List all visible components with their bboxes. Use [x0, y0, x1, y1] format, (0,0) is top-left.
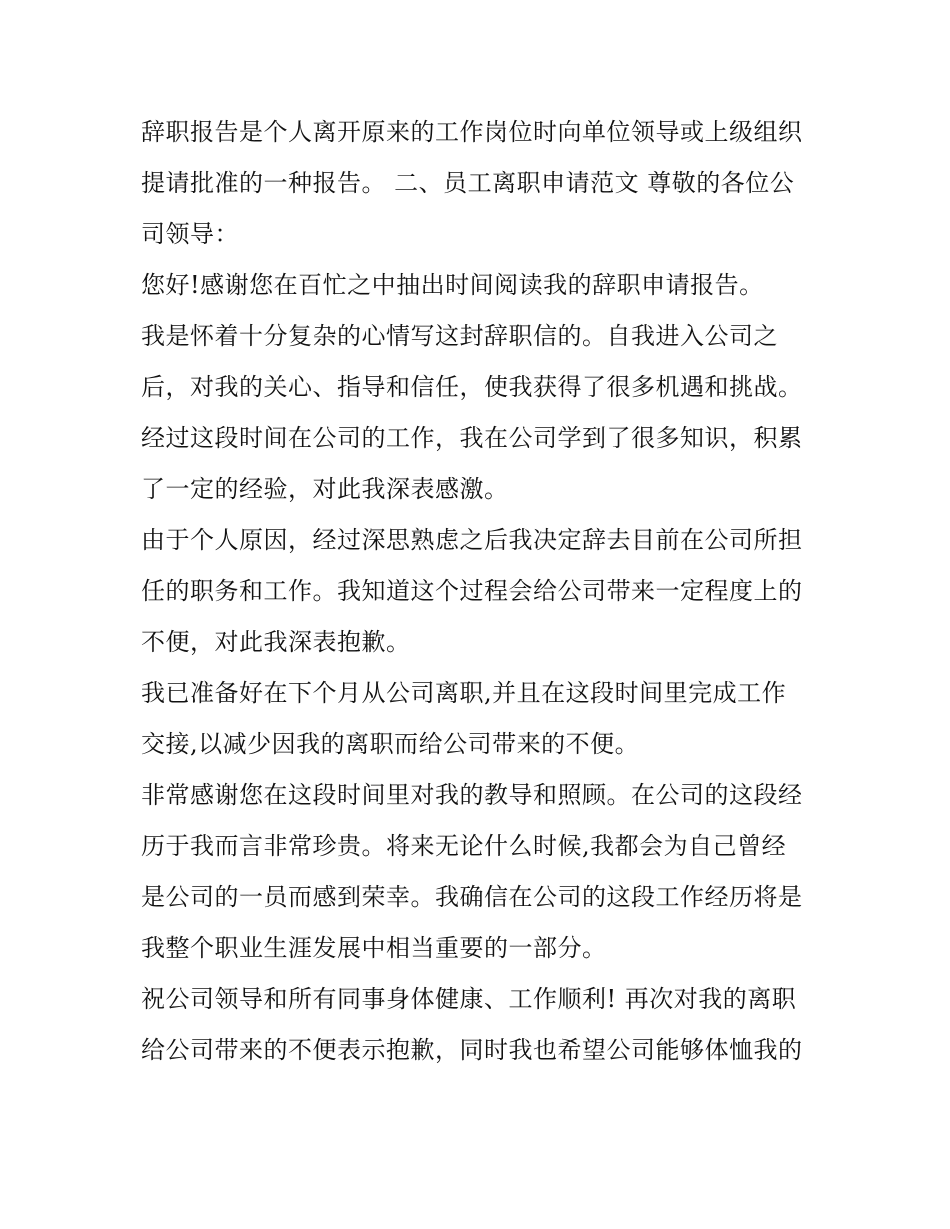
text-line: 我整个职业生涯发展中相当重要的一部分。 — [141, 934, 607, 962]
text-line: 任的职务和工作。我知道这个过程会给公司带来一定程度上的 — [141, 577, 803, 605]
text-line: 非常感谢您在这段时间里对我的教导和照顾。在公司的这段经 — [141, 781, 803, 809]
text-line: 提请批准的一种报告。 二、员工离职申请范文 尊敬的各位公 — [141, 169, 795, 197]
text-line: 后，对我的关心、指导和信任，使我获得了很多机遇和挑战。 — [141, 373, 803, 401]
document-body — [141, 107, 821, 1076]
text-line: 祝公司领导和所有同事身体健康、工作顺利! 再次对我的离职 — [141, 985, 797, 1013]
text-line: 不便，对此我深表抱歉。 — [141, 628, 411, 656]
text-line: 司领导： — [141, 220, 239, 248]
text-line: 给公司带来的不便表示抱歉，同时我也希望公司能够体恤我的 — [141, 1036, 803, 1064]
text-line: 辞职报告是个人离开原来的工作岗位时向单位领导或上级组织 — [141, 118, 803, 146]
text-line: 由于个人原因，经过深思熟虑之后我决定辞去目前在公司所担 — [141, 526, 803, 554]
text-line: 我已准备好在下个月从公司离职,并且在这段时间里完成工作 — [141, 679, 787, 707]
text-line: 您好!感谢您在百忙之中抽出时间阅读我的辞职申请报告。 — [141, 271, 764, 299]
text-line: 经过这段时间在公司的工作，我在公司学到了很多知识，积累 — [141, 424, 803, 452]
text-line: 是公司的一员而感到荣幸。我确信在公司的这段工作经历将是 — [141, 883, 803, 911]
text-line: 历于我而言非常珍贵。将来无论什么时候,我都会为自己曾经 — [141, 832, 787, 860]
text-line: 我是怀着十分复杂的心情写这封辞职信的。自我进入公司之 — [141, 322, 778, 350]
text-line: 了一定的经验，对此我深表感激。 — [141, 475, 509, 503]
text-line: 交接,以减少因我的离职而给公司带来的不便。 — [141, 730, 640, 758]
